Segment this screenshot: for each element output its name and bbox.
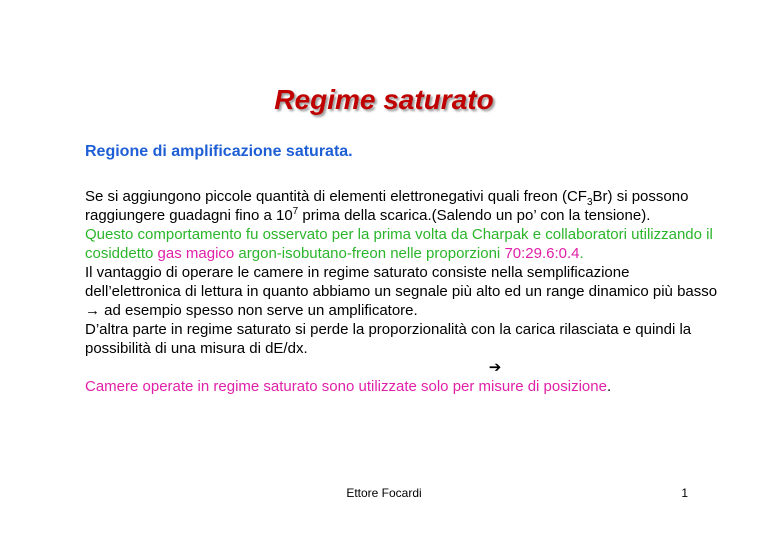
- slide-subtitle: Regione di amplificazione saturata.: [85, 143, 353, 160]
- footer-author: Ettore Focardi: [346, 486, 422, 500]
- proportions-highlight: 70:29.6:0.4: [504, 245, 580, 262]
- conclusion-text: Camere operate in regime saturato sono utilizzate solo per misure di posizione: [85, 378, 607, 395]
- paragraph-vantaggio: [85, 263, 725, 320]
- slide-title: Regime saturato: [274, 84, 494, 115]
- charpak-text-3: .: [579, 245, 584, 262]
- vantaggio-text-1: Il vantaggio di operare le camere in regime saturato consiste nella semplificazione dell’elettronica di lettura in quanto abbiamo un segnale più alto ed un range dinamico più basso: [85, 264, 718, 300]
- page-number: 1: [681, 486, 688, 500]
- right-arrow-icon: →: [85, 302, 100, 319]
- paragraph-charpak: [85, 225, 725, 263]
- gas-magico-highlight: gas magico: [157, 245, 235, 262]
- charpak-text-2: argon-isobutano-freon nelle proporzioni: [234, 245, 505, 262]
- subscript-3: 3: [586, 197, 593, 208]
- paragraph-proporzionalita: D’altra parte in regime saturato si perde la proporzionalità con la carica rilasciata e quindi la possibilità di una misura di dE/dx.: [85, 321, 692, 357]
- slide-body: [85, 187, 725, 396]
- paragraph-conclusion: [85, 377, 725, 396]
- vantaggio-text-2: ad esempio spesso non serve un amplificatore.: [100, 302, 418, 319]
- charpak-text-1: Questo comportamento fu osservato per la prima volta da Charpak e collaboratori utilizzando il cosiddetto: [85, 226, 713, 262]
- paragraph-freon-text-1: Se si aggiungono piccole quantità di elementi elettronegativi quali freon (CF: [85, 188, 587, 205]
- arrow-right-icon: ➔: [488, 359, 502, 376]
- paragraph-freon: [85, 187, 725, 225]
- paragraph-freon-text-3: prima della scarica.(Salendo un po’ con la tensione).: [298, 207, 651, 224]
- superscript-7: 7: [292, 206, 299, 217]
- paragraph-freon-text-2: Br) si possono raggiungere guadagni fino a 10: [85, 188, 689, 224]
- conclusion-period: .: [606, 378, 612, 395]
